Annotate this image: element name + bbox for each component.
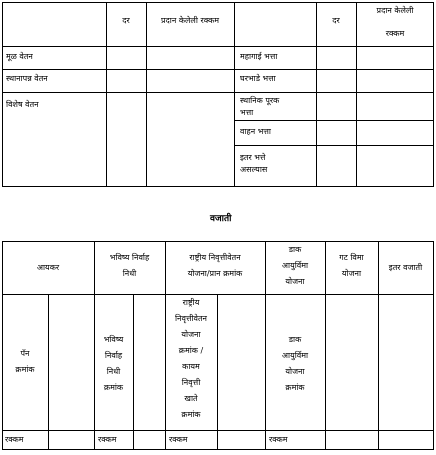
vehicle-allowance-label: वाहन भत्ता [240,127,271,136]
special-pay-label: विशेष वेतन [6,100,39,109]
nps-number-label-line2: निवृत्तीवेतन [174,314,207,323]
nps-number-label-line8: क्रमांक [181,410,201,419]
basic-pay-label: मूळ वेतन [6,52,33,61]
officiating-pay-label: स्थानापन्न वेतन [6,74,48,83]
other-allowances-label: इतर भत्ते [240,153,266,162]
nps-number-label-line7: खाते [184,394,198,403]
other-allowances-label-line2: असल्यास [240,165,268,174]
deductions-title: वजाती [210,214,232,224]
postal-life-insurance-header-line3: योजना [285,277,305,286]
pli-number-label-line1: डाक [288,335,302,344]
local-supplementary-allowance-label-line2: भत्ता [240,108,254,117]
pan-label-line1: पॅन [20,349,30,358]
rate-header-right: दर [332,16,340,25]
paid-amount-header-right-line2: रक्कम [385,29,405,38]
nps-number-label-line3: योजना [181,330,201,339]
pli-number-label-line4: क्रमांक [285,383,305,392]
nps-number-label-line4: क्रमांक / [178,346,204,355]
pan-label-line2: क्रमांक [15,365,35,374]
dearness-allowance-label: महागाई भत्ता [240,52,278,61]
postal-life-insurance-header-line2: आयुर्विमा [281,261,309,270]
postal-life-insurance-header-line1: डाक [288,245,302,254]
pli-amount-label: रक्कम [269,435,288,444]
other-deductions-header: इतर वजाती [388,263,423,272]
local-supplementary-allowance-label: स्थानिक पूरक [240,96,280,105]
income-tax-header: आयकर [36,263,60,272]
nps-header-line2: योजना/प्रान क्रमांक [187,269,243,278]
pli-number-label-line3: योजना [285,367,305,376]
provident-fund-header-line2: निधी [122,269,137,278]
pf-number-label-line1: भविष्य [103,335,124,344]
rate-header-left: दर [122,16,130,25]
group-insurance-header-line1: गट विमा [339,253,364,262]
pf-amount-label: रक्कम [98,435,117,444]
nps-number-label-line1: राष्ट्रीय [182,298,200,307]
group-insurance-header-line2: योजना [341,269,362,278]
paid-amount-header-right-line1: प्रदान केलेली [376,6,414,15]
nps-number-label-line5: कायम [182,362,200,371]
provident-fund-header-line1: भविष्य निर्वाह [109,253,150,262]
pf-number-label-line2: निर्वाह [104,351,123,360]
nps-header-line1: राष्ट्रीय निवृत्तीवेतन [189,253,241,262]
nps-amount-label: रक्कम [169,435,188,444]
pli-number-label-line2: आयुर्विमा [281,351,309,360]
nps-number-label-line6: निवृत्ती [181,378,201,387]
pf-number-label-line3: निधी [106,367,121,376]
house-rent-allowance-label: घरभाडे भत्ता [240,74,276,83]
pf-number-label-line4: क्रमांक [103,383,124,392]
income-tax-amount-label: रक्कम [5,435,24,444]
paid-amount-header-left: प्रदान केलेली रक्कम [160,16,220,25]
